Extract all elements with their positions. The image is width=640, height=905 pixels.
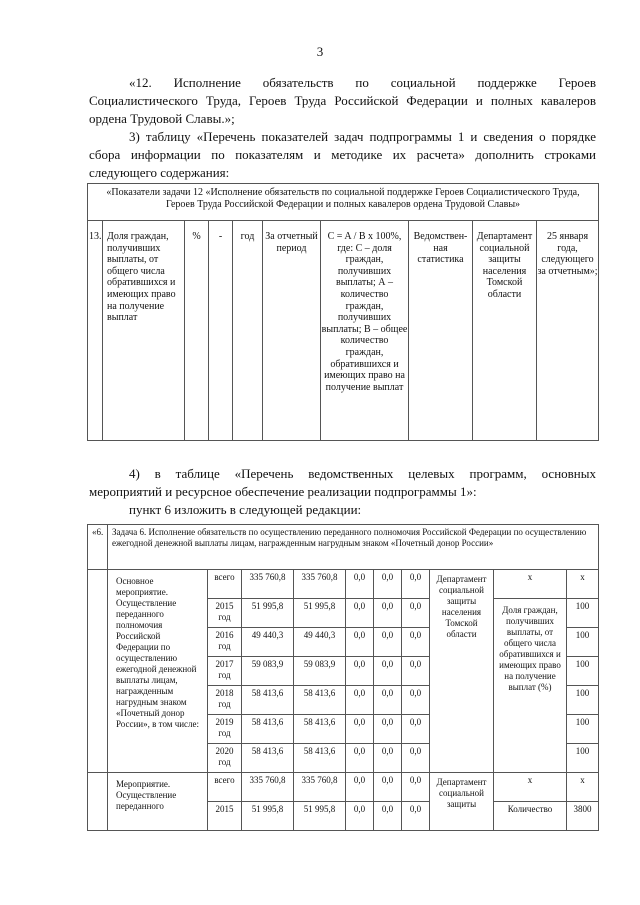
federal: 49 440,3 <box>294 628 346 657</box>
other: 0,0 <box>402 657 430 686</box>
other: 0,0 <box>402 773 430 802</box>
other: 0,0 <box>402 715 430 744</box>
indicator-value: 100 <box>567 715 599 744</box>
responsible: Департамент социальной защиты населения Томской области <box>473 221 537 441</box>
indicator-value: 100 <box>567 599 599 628</box>
indicator-cell: x <box>494 570 567 599</box>
year: 2017 год <box>208 657 242 686</box>
text-line: ордена Трудовой Славы.»; <box>89 111 235 126</box>
regional: 0,0 <box>346 657 374 686</box>
total: 49 440,3 <box>242 628 294 657</box>
local: 0,0 <box>374 744 402 773</box>
total: 51 995,8 <box>242 599 294 628</box>
regional: 0,0 <box>346 744 374 773</box>
time-characteristic: За отчетный период <box>263 221 321 441</box>
indicator-value: 3800 <box>567 802 599 831</box>
local: 0,0 <box>374 715 402 744</box>
year: 2020 год <box>208 744 242 773</box>
event-name: Мероприятие. Осуществление переданного <box>108 773 208 831</box>
other: 0,0 <box>402 744 430 773</box>
federal: 58 413,6 <box>294 686 346 715</box>
row-number: «6. <box>88 525 108 570</box>
year: 2015 <box>208 802 242 831</box>
indicator-value: 100 <box>567 657 599 686</box>
indicator-cell: x <box>494 773 567 802</box>
regional: 0,0 <box>346 599 374 628</box>
other: 0,0 <box>402 599 430 628</box>
text-line: мероприятий и ресурсное обеспечение реализации подпрограммы 1»: <box>89 484 477 499</box>
paragraph-point-6: пункт 6 изложить в следующей редакции: <box>129 502 362 517</box>
year: 2015 год <box>208 599 242 628</box>
text-line: Социалистического Труда, Героев Труда Российской Федерации и полных кавалеров <box>89 93 596 108</box>
indicator-value: 100 <box>567 744 599 773</box>
year: 2018 год <box>208 686 242 715</box>
year: 2019 год <box>208 715 242 744</box>
deadline: 25 января года, следующего за отчетным»; <box>537 221 599 441</box>
text-line: «12. Исполнение обязательств по социальной поддержке Героев <box>129 75 596 90</box>
indicator-value: 100 <box>567 628 599 657</box>
regional: 0,0 <box>346 686 374 715</box>
indicator-name: Доля граждан, получивших выплаты, от общего числа обратившихся и имеющих право на получение выплат <box>103 221 185 441</box>
year: всего <box>208 773 242 802</box>
main-event-name: Основное мероприятие. Осуществление переданного полномочия Российской Федерации по осуществлению ежегодной денежной выплаты лицам, награжденным нагрудным знаком «Почетный донор России», в том числе: <box>108 570 208 773</box>
other: 0,0 <box>402 628 430 657</box>
indicator-cell: Количество <box>494 802 567 831</box>
row-number: 13. <box>88 221 103 441</box>
year: 2016 год <box>208 628 242 657</box>
federal: 58 413,6 <box>294 744 346 773</box>
federal: 59 083,9 <box>294 657 346 686</box>
indicator-value: x <box>567 773 599 802</box>
federal: 58 413,6 <box>294 715 346 744</box>
local: 0,0 <box>374 657 402 686</box>
department: Департамент социальной защиты населения Томской области <box>430 570 494 773</box>
regional: 0,0 <box>346 628 374 657</box>
programs-table <box>87 524 599 831</box>
dash-cell: - <box>209 221 233 441</box>
federal: 335 760,8 <box>294 570 346 599</box>
other: 0,0 <box>402 570 430 599</box>
local: 0,0 <box>374 570 402 599</box>
total: 51 995,8 <box>242 802 294 831</box>
department: Департамент социальной защиты <box>430 773 494 831</box>
text-line: 3) таблицу «Перечень показателей задач подпрограммы 1 и сведения о порядке <box>129 129 596 144</box>
total: 335 760,8 <box>242 773 294 802</box>
periodicity: год <box>233 221 263 441</box>
indicator-value: 100 <box>567 686 599 715</box>
data-source: Ведомствен-ная статистика <box>409 221 473 441</box>
local: 0,0 <box>374 628 402 657</box>
total: 335 760,8 <box>242 570 294 599</box>
task-header: Задача 6. Исполнение обязательств по осуществлению переданного полномочия Российской Федерации по осуществлению ежегодной денежной выплаты лицам, награжденным нагрудным знаком «Почетный донор России» <box>108 525 599 570</box>
total: 58 413,6 <box>242 686 294 715</box>
local: 0,0 <box>374 599 402 628</box>
text-line: 4) в таблице «Перечень ведомственных целевых программ, основных <box>129 466 596 481</box>
regional: 0,0 <box>346 802 374 831</box>
regional: 0,0 <box>346 570 374 599</box>
other: 0,0 <box>402 686 430 715</box>
total: 59 083,9 <box>242 657 294 686</box>
indicator-name: Доля граждан, получивших выплаты, от общего числа обратившихся и имеющих право на получение выплат (%) <box>494 599 567 773</box>
federal: 335 760,8 <box>294 773 346 802</box>
regional: 0,0 <box>346 715 374 744</box>
federal: 51 995,8 <box>294 599 346 628</box>
local: 0,0 <box>374 773 402 802</box>
federal: 51 995,8 <box>294 802 346 831</box>
regional: 0,0 <box>346 773 374 802</box>
total: 58 413,6 <box>242 715 294 744</box>
paragraph-item-12 <box>89 74 596 128</box>
other: 0,0 <box>402 802 430 831</box>
table-header: «Показатели задачи 12 «Исполнение обязательств по социальной поддержке Героев Социалистического Труда, Героев Труда Российской Федерации и полных кавалеров ордена Трудовой Славы» <box>88 184 599 221</box>
year: всего <box>208 570 242 599</box>
formula: C = A / B x 100%, где: С – доля граждан, получивших выплаты; А – количество граждан, получивших выплаты; В – общее количество граждан, обратившихся и имеющих право на получение выплат <box>321 221 409 441</box>
text-line: сбора информации по показателям и методике их расчета» дополнить строками <box>89 147 596 162</box>
local: 0,0 <box>374 686 402 715</box>
text-line: следующего содержания: <box>89 165 230 180</box>
indicator-value: x <box>567 570 599 599</box>
local: 0,0 <box>374 802 402 831</box>
unit: % <box>185 221 209 441</box>
indicators-table <box>87 183 599 441</box>
paragraph-item-4 <box>89 465 596 501</box>
page-number: 3 <box>316 44 324 59</box>
total: 58 413,6 <box>242 744 294 773</box>
paragraph-item-3 <box>89 128 596 182</box>
